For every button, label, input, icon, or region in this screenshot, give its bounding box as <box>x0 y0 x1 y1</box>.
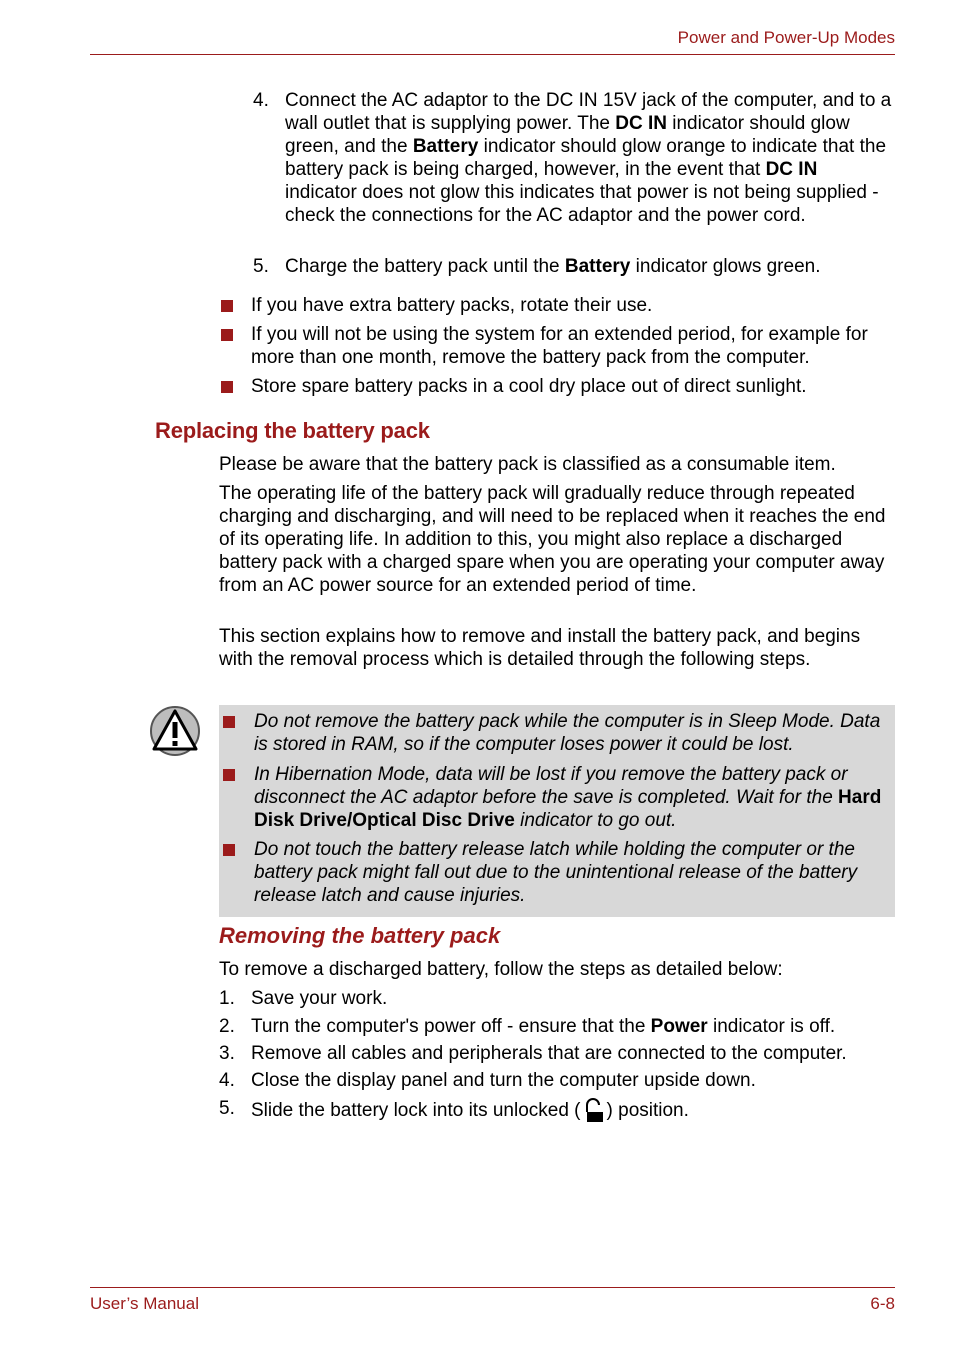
bullet-text: Store spare battery packs in a cool dry place out of direct sunlight. <box>251 376 807 397</box>
text-run: Save your work. <box>251 988 388 1009</box>
step-text <box>251 1042 895 1065</box>
warning-item <box>223 710 891 756</box>
page-header <box>90 26 895 55</box>
text-run: In Hibernation Mode, data will be lost if you remove the battery pack or disconnect the AC adaptor before the save is completed. Wait for the <box>254 764 848 808</box>
bold-term: Battery <box>564 256 631 277</box>
bold-term: Hard Disk Drive/Optical Disc Drive <box>254 787 882 831</box>
remove-step <box>219 987 895 1010</box>
bullet-item <box>221 375 891 398</box>
step-number: 4. <box>253 90 269 111</box>
step-text <box>251 1097 895 1123</box>
bold-term: Battery <box>412 136 479 157</box>
remove-step <box>219 1069 895 1092</box>
text-run: Do not touch the battery release latch while holding the computer or the battery pack might fall out due to the unintentional release of the battery release latch and cause injuries. <box>254 839 858 906</box>
bullet-text: If you have extra battery packs, rotate their use. <box>251 295 653 316</box>
text-run: Remove all cables and peripherals that are connected to the computer. <box>251 1043 847 1064</box>
text-run: indicator should glow orange to indicate that the battery pack is being charged, however, in the event that <box>285 136 887 180</box>
bullet-item <box>221 294 891 317</box>
step-text <box>285 255 893 278</box>
step-number: 2. <box>219 1016 235 1037</box>
text-run: indicator glows green. <box>630 256 821 277</box>
footer-manual-title: User’s Manual <box>90 1294 199 1313</box>
step-number: 5. <box>219 1098 235 1119</box>
intro-text: To remove a discharged battery, follow the steps as detailed below: <box>219 959 783 980</box>
text-run: Charge the battery pack until the <box>285 256 565 277</box>
section-heading: Replacing the battery pack <box>155 418 430 443</box>
page-footer <box>90 1287 895 1313</box>
text-run: Turn the computer's power off - ensure that the <box>251 1016 651 1037</box>
bullet-square-icon <box>221 329 233 341</box>
text-run: indicator to go out. <box>514 810 677 831</box>
paragraph: This section explains how to remove and install the battery pack, and begins with the removal process which is detailed through the following steps. <box>219 626 861 670</box>
warning-text <box>254 763 891 832</box>
step-number: 3. <box>219 1043 235 1064</box>
page-number: 6-8 <box>870 1294 895 1313</box>
bold-term: DC IN <box>765 159 818 180</box>
text-run: indicator should glow green, and the <box>285 113 850 157</box>
text-run: Slide the battery lock into its unlocked ( <box>251 1100 581 1121</box>
warning-item <box>223 838 891 907</box>
header-title: Power and Power-Up Modes <box>677 28 895 47</box>
text-run: Do not remove the battery pack while the computer is in Sleep Mode. Data is stored in RAM, so if the computer loses power it could be lost. <box>254 711 881 755</box>
text-run: indicator is off. <box>707 1016 836 1037</box>
warning-box <box>219 705 895 917</box>
step-number: 4. <box>219 1070 235 1091</box>
step-text <box>251 1069 895 1092</box>
subsection-heading: Removing the battery pack <box>219 923 501 948</box>
top-step-1 <box>253 89 893 227</box>
warning-item <box>223 763 891 832</box>
remove-step <box>219 1015 895 1038</box>
remove-step <box>219 1097 895 1123</box>
text-run: ) position. <box>606 1100 689 1121</box>
bullet-square-icon <box>223 844 235 856</box>
step-text <box>251 987 895 1010</box>
bullet-text: If you will not be using the system for an extended period, for example for more than one month, remove the battery pack from the computer. <box>251 324 868 368</box>
bold-term: DC IN <box>615 113 667 134</box>
step-number: 1. <box>219 988 235 1009</box>
remove-step <box>219 1042 895 1065</box>
top-step-2 <box>253 255 893 278</box>
text-run: Close the display panel and turn the computer upside down. <box>251 1070 756 1091</box>
paragraph: The operating life of the battery pack will gradually reduce through repeated charging and discharging, and will need to be replaced when it reaches the end of its operating life. In addition to this, you might also replace a discharged battery pack with a charged spare when you are operating your computer away from an AC power source for an extended period of time. <box>219 483 886 596</box>
text-run: Connect the AC adaptor to the DC IN 15V jack of the computer, and to a wall outlet that is supplying power. The <box>285 90 892 134</box>
step-text <box>285 89 893 227</box>
text-run: indicator does not glow this indicates that power is not being supplied - check the connections for the AC adaptor and the power cord. <box>285 182 879 226</box>
bold-term: Power <box>650 1016 708 1037</box>
bullet-square-icon <box>223 769 235 781</box>
bullet-item <box>221 323 891 369</box>
bullet-square-icon <box>221 381 233 393</box>
paragraph: Please be aware that the battery pack is classified as a consumable item. <box>219 454 836 475</box>
bullet-square-icon <box>221 300 233 312</box>
warning-text <box>254 838 891 907</box>
warning-text <box>254 710 891 756</box>
step-text <box>251 1015 895 1038</box>
step-number: 5. <box>253 256 269 277</box>
bullet-square-icon <box>223 716 235 728</box>
warning-triangle-icon <box>149 705 201 757</box>
unlock-icon <box>583 1097 605 1123</box>
